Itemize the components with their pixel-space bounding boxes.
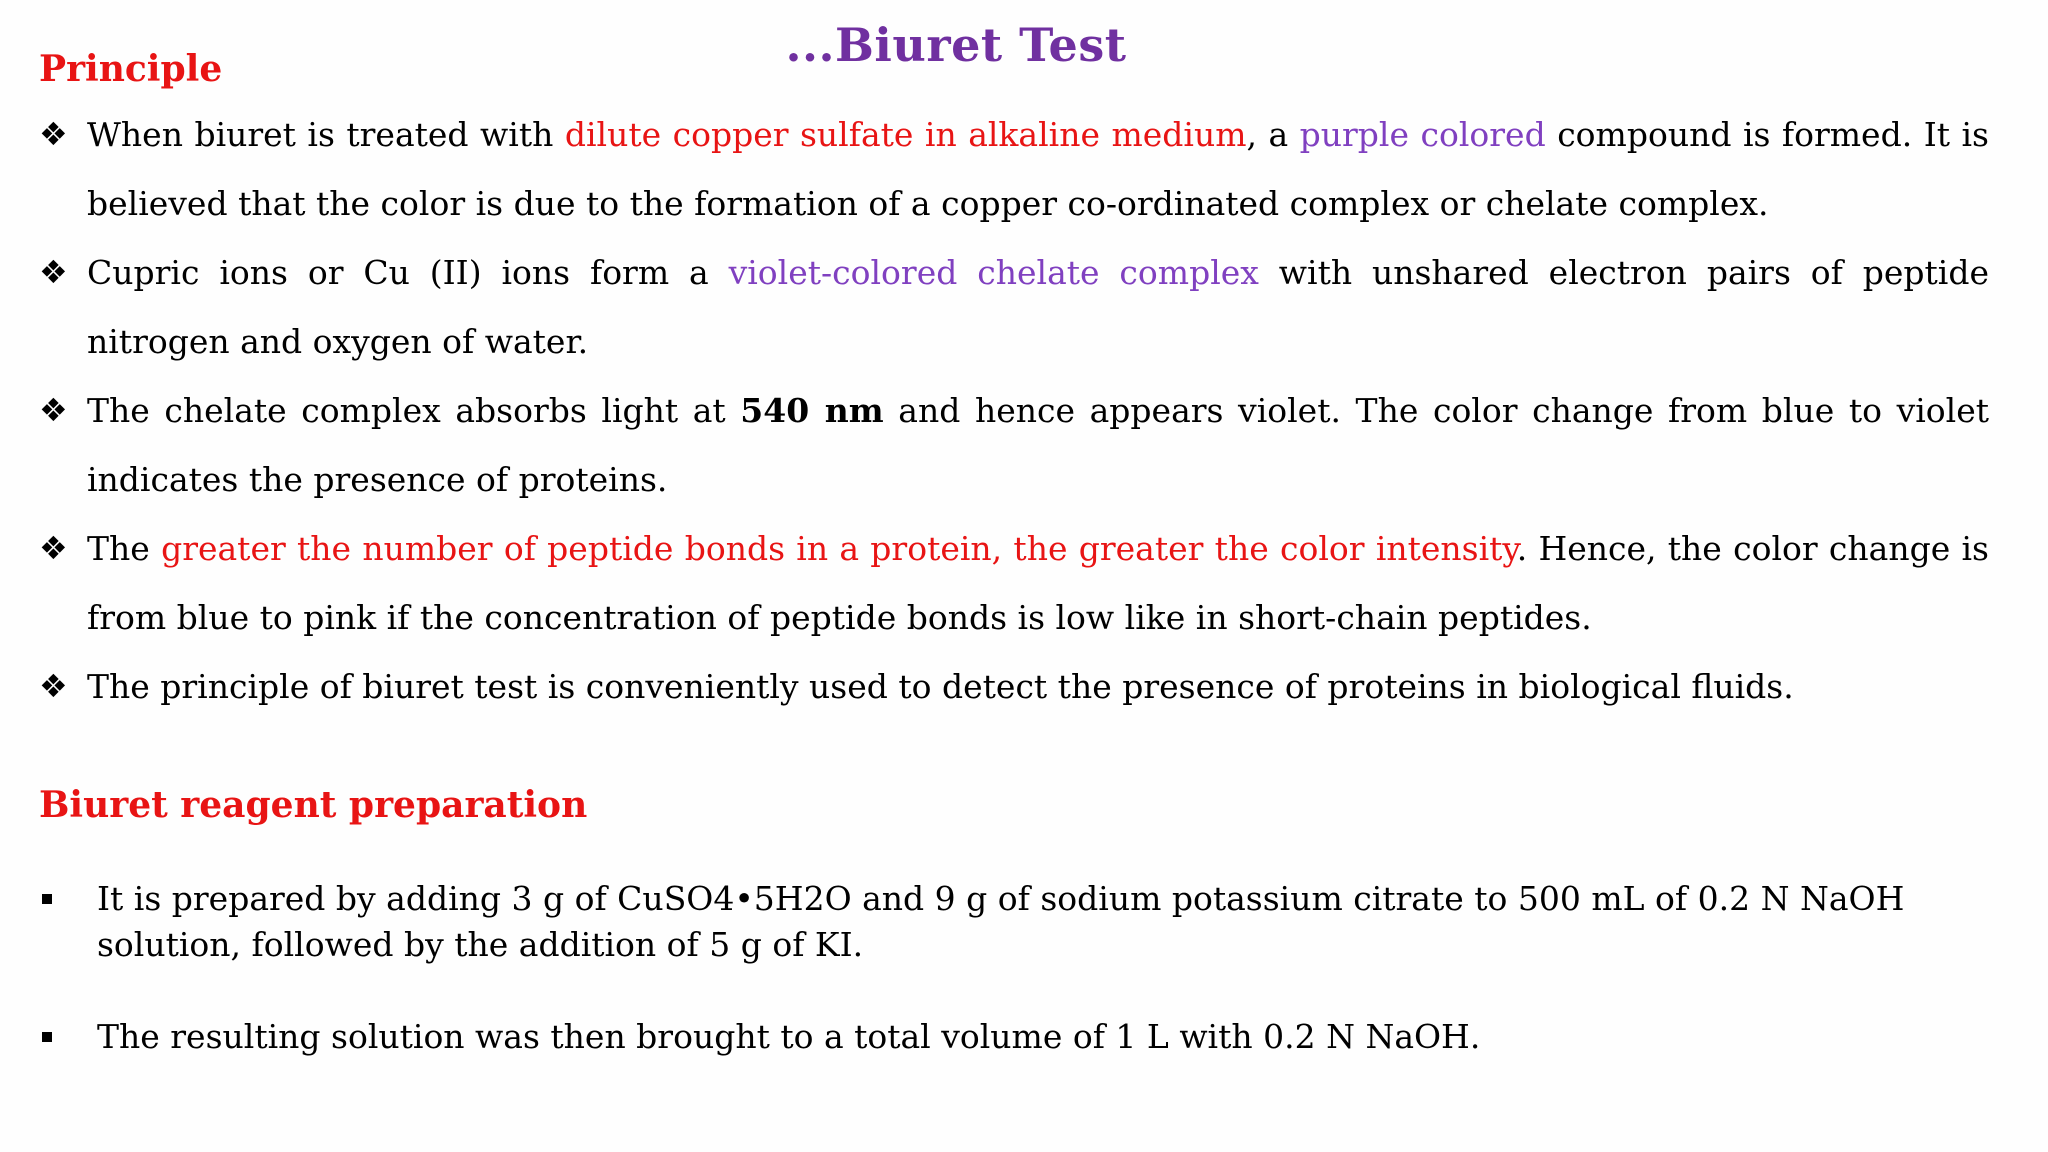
bullet-text: , a xyxy=(1246,115,1300,154)
principle-bullet-4 xyxy=(39,514,1989,652)
bullet-text: compound is formed. It is believed that the color is due to the formation of a copper co-ordinated complex or chelate complex. xyxy=(87,115,1989,223)
principle-heading: Principle xyxy=(39,48,223,90)
bullet-text: The chelate complex absorbs light at xyxy=(87,391,741,430)
diamond-bullet-icon: ❖ xyxy=(39,115,68,153)
square-bullet-icon xyxy=(42,1032,52,1042)
diamond-bullet-icon: ❖ xyxy=(39,667,68,705)
principle-bullet-1 xyxy=(39,100,1989,238)
highlight-bold-text: 540 nm xyxy=(740,391,884,430)
prep-bullet-1 xyxy=(39,876,1989,968)
bullet-text: The principle of biuret test is conveniently used to detect the presence of proteins in biological fluids. xyxy=(87,667,1794,706)
principle-bullet-2 xyxy=(39,238,1989,376)
square-bullet-icon xyxy=(42,894,52,904)
diamond-bullet-icon: ❖ xyxy=(39,529,68,567)
prep-text: The resulting solution was then brought to a total volume of 1 L with 0.2 N NaOH. xyxy=(97,1017,1481,1056)
bullet-text: and hence appears violet. The color change from blue to violet indicates the presence of proteins. xyxy=(87,391,1989,499)
slide-title: ...Biuret Test xyxy=(785,18,1127,72)
highlight-red-text: dilute copper sulfate in alkaline medium xyxy=(564,115,1247,154)
prep-heading: Biuret reagent preparation xyxy=(39,784,588,826)
bullet-text: . Hence, the color change is from blue to pink if the concentration of peptide bonds is low like in short-chain peptides. xyxy=(87,529,1989,637)
bullet-text: Cupric ions or Cu (II) ions form a xyxy=(87,253,729,292)
principle-bullet-5 xyxy=(39,652,1989,721)
highlight-red-text: greater the number of peptide bonds in a protein, the greater the color intensity xyxy=(161,529,1517,568)
highlight-purple-text: violet-colored chelate complex xyxy=(728,253,1259,292)
prep-bullet-2 xyxy=(39,1014,1989,1060)
prep-list xyxy=(39,876,1989,1106)
prep-text: It is prepared by adding 3 g of CuSO4•5H2O and 9 g of sodium potassium citrate to 500 mL of 0.2 N NaOH solution, followed by the addition of 5 g of KI. xyxy=(97,879,1905,964)
bullet-text: The xyxy=(87,529,162,568)
diamond-bullet-icon: ❖ xyxy=(39,253,68,291)
highlight-purple-text: purple colored xyxy=(1299,115,1546,154)
principle-bullet-3 xyxy=(39,376,1989,514)
principle-list xyxy=(39,100,1989,721)
diamond-bullet-icon: ❖ xyxy=(39,391,68,429)
bullet-text: with unshared electron pairs of peptide nitrogen and oxygen of water. xyxy=(87,253,1990,361)
bullet-text: When biuret is treated with xyxy=(87,115,565,154)
